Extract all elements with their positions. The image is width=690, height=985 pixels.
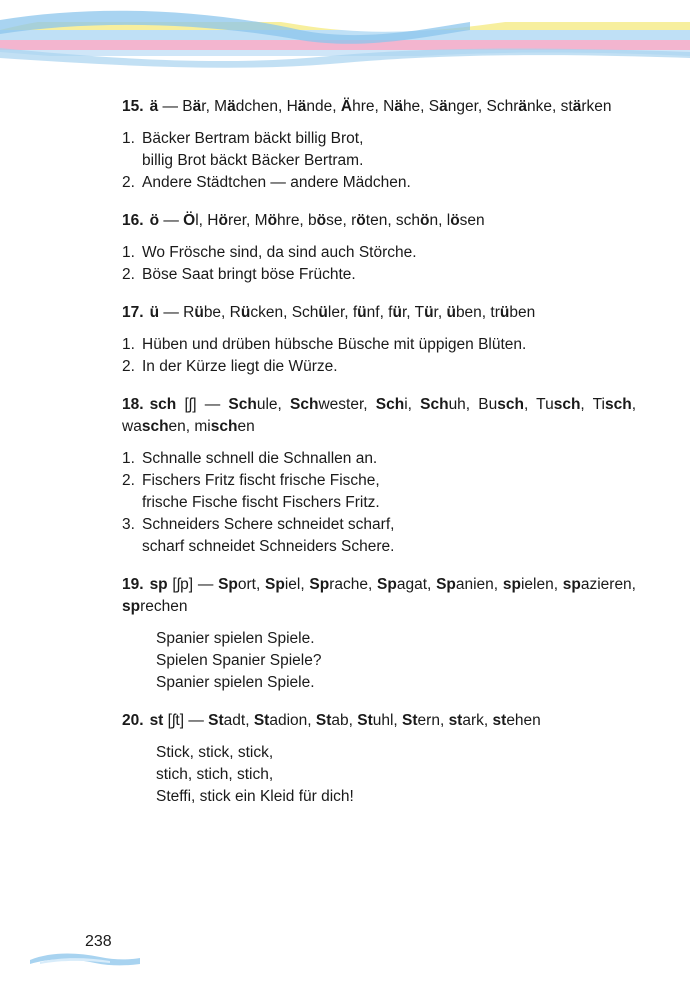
exercise-section [122, 710, 636, 808]
example-line [122, 242, 636, 264]
example-line-continuation [122, 150, 636, 172]
example-text: Hüben und drüben hübsche Büsche mit üppigen Blüten. [142, 336, 527, 353]
example-text: Andere Städtchen — andere Mädchen. [142, 174, 411, 191]
exercise-number: 18. [122, 396, 144, 413]
example-text: Wo Frösche sind, da sind auch Störche. [142, 244, 417, 261]
example-line [122, 264, 636, 286]
example-number: 1. [122, 130, 135, 147]
example-line [122, 334, 636, 356]
example-number: 2. [122, 472, 135, 489]
exercise-heading [122, 710, 636, 732]
example-text: Fischers Fritz fischt frische Fische, [142, 472, 380, 489]
footer-wave-decoration [30, 948, 140, 968]
exercise-number: 15. [122, 98, 144, 115]
header-wave-decoration [0, 0, 690, 80]
exercise-section [122, 574, 636, 694]
example-number: 2. [122, 174, 135, 191]
exercise-heading [122, 302, 636, 324]
example-text: Schnalle schnell die Schnallen an. [142, 450, 378, 467]
exercise-list [122, 96, 636, 824]
exercise-number: 20. [122, 712, 144, 729]
example-text: frische Fische fischt Fischers Fritz. [142, 494, 380, 511]
exercise-title: ü — Rübe, Rücken, Schüler, fünf, für, Tür, üben, trüben [149, 304, 536, 321]
exercise-title: ä — Bär, Mädchen, Hände, Ähre, Nähe, Sänger, Schränke, stärken [149, 98, 612, 115]
example-number: 3. [122, 516, 135, 533]
example-number: 1. [122, 244, 135, 261]
rhyme-line: Spanier spielen Spiele. [156, 674, 315, 691]
example-text: billig Brot bäckt Bäcker Bertram. [142, 152, 364, 169]
rhyme-line: Spielen Spanier Spiele? [156, 652, 322, 669]
exercise-section [122, 210, 636, 286]
example-text: Bäcker Bertram bäckt billig Brot, [142, 130, 364, 147]
exercise-title: sch [ʃ] — Schule, Schwester, Schi, Schuh, Busch, Tusch, Tisch, waschen, mischen [122, 396, 636, 435]
example-text: Böse Saat bringt böse Früchte. [142, 266, 356, 283]
example-line [122, 356, 636, 378]
example-number: 2. [122, 266, 135, 283]
exercise-heading [122, 96, 636, 118]
exercise-number: 19. [122, 576, 144, 593]
example-line [122, 128, 636, 150]
exercise-section [122, 394, 636, 558]
example-line [122, 470, 636, 492]
exercise-title: sp [ʃp] — Sport, Spiel, Sprache, Spagat, Spanien, spielen, spazieren, sprechen [122, 576, 636, 615]
example-line [122, 448, 636, 470]
exercise-section [122, 96, 636, 194]
rhyme-line: Stick, stick, stick, [156, 744, 274, 761]
exercise-heading [122, 210, 636, 232]
example-number: 1. [122, 450, 135, 467]
exercise-number: 17. [122, 304, 144, 321]
example-line-continuation [122, 492, 636, 514]
page-number: 238 [85, 933, 112, 950]
rhyme-line: Spanier spielen Spiele. [156, 630, 315, 647]
example-line [122, 514, 636, 536]
exercise-title: ö — Öl, Hörer, Möhre, böse, röten, schön, lösen [149, 212, 485, 229]
example-text: Schneiders Schere schneidet scharf, [142, 516, 395, 533]
example-number: 1. [122, 336, 135, 353]
example-line-continuation [122, 536, 636, 558]
example-line [122, 172, 636, 194]
exercise-number: 16. [122, 212, 144, 229]
rhyme-line: stich, stich, stich, [156, 766, 274, 783]
exercise-section [122, 302, 636, 378]
exercise-heading [122, 574, 636, 618]
exercise-heading [122, 394, 636, 438]
exercise-title: st [ʃt] — Stadt, Stadion, Stab, Stuhl, Stern, stark, stehen [149, 712, 541, 729]
rhyme-line: Steffi, stick ein Kleid für dich! [156, 788, 354, 805]
example-number: 2. [122, 358, 135, 375]
example-text: scharf schneidet Schneiders Schere. [142, 538, 395, 555]
example-text: In der Kürze liegt die Würze. [142, 358, 338, 375]
